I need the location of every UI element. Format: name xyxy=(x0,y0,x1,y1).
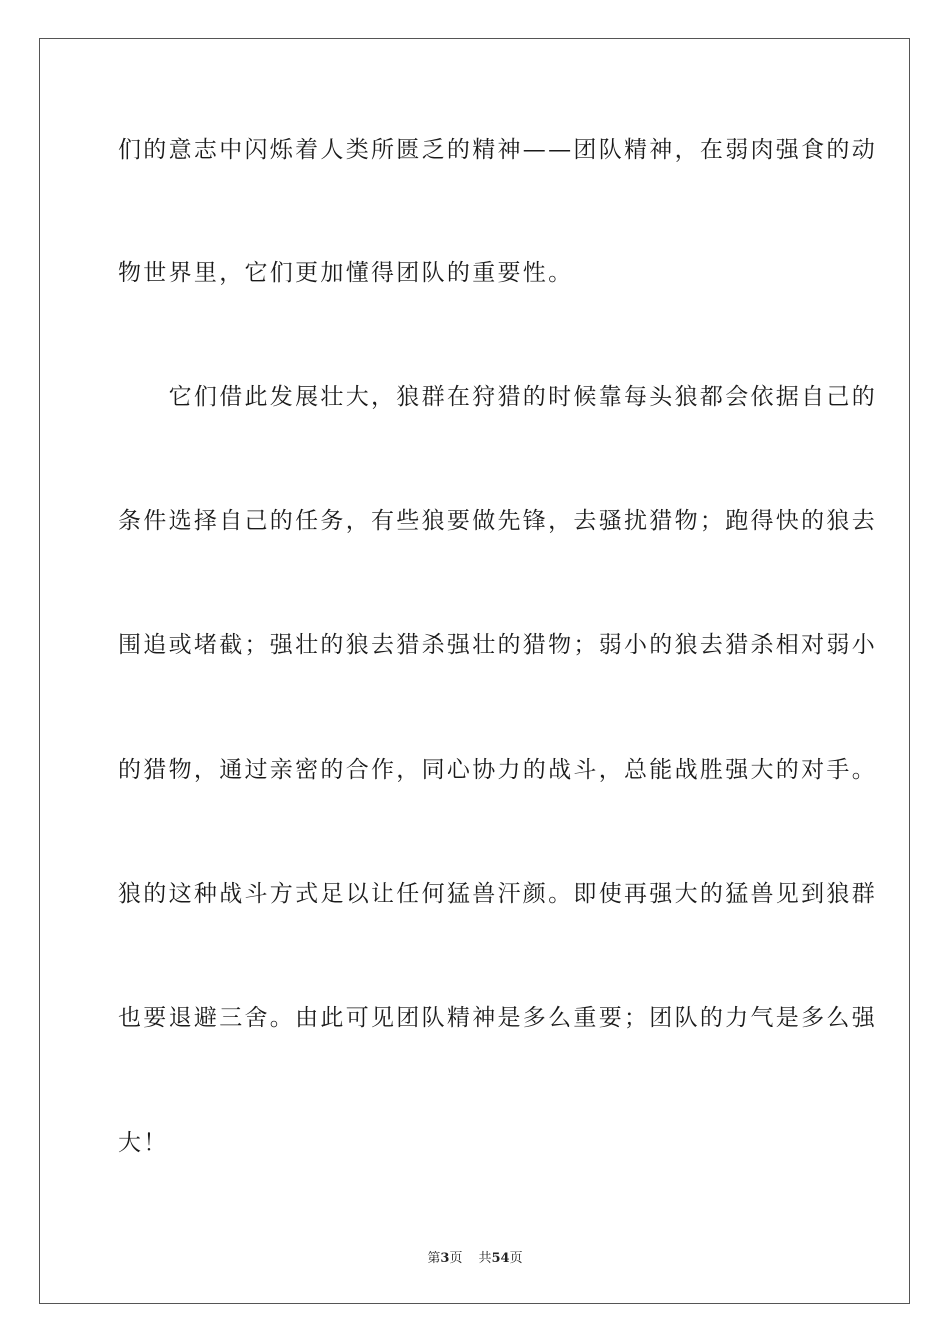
body-text-line: 的猎物，通过亲密的合作，同心协力的战斗，总能战胜强大的对手。 xyxy=(118,757,877,783)
page-footer xyxy=(0,1247,950,1266)
page-number: 3 xyxy=(440,1251,450,1266)
body-text-line: 狼的这种战斗方式足以让任何猛兽汗颜。即使再强大的猛兽见到狼群 xyxy=(118,881,877,907)
body-text-line: 物世界里，它们更加懂得团队的重要性。 xyxy=(118,260,574,286)
body-text-line: 围追或堵截；强壮的狼去猎杀强壮的猎物；弱小的狼去猎杀相对弱小 xyxy=(118,632,877,658)
total-pages: 54 xyxy=(491,1251,510,1266)
body-text-line: 它们借此发展壮大，狼群在狩猎的时候靠每头狼都会依据自己的 xyxy=(118,384,877,410)
body-text-line: 大！ xyxy=(118,1130,169,1156)
page-suffix: 页 xyxy=(449,1251,463,1266)
total-prefix: 共 xyxy=(478,1251,492,1266)
page-prefix: 第 xyxy=(427,1251,441,1266)
total-suffix: 页 xyxy=(509,1251,523,1266)
body-text-line: 也要退避三舍。由此可见团队精神是多么重要；团队的力气是多么强 xyxy=(118,1005,877,1031)
page-border xyxy=(39,38,910,1304)
body-text-line: 条件选择自己的任务，有些狼要做先锋，去骚扰猎物；跑得快的狼去 xyxy=(118,508,877,534)
body-text-line: 们的意志中闪烁着人类所匮乏的精神——团队精神，在弱肉强食的动 xyxy=(118,137,877,163)
